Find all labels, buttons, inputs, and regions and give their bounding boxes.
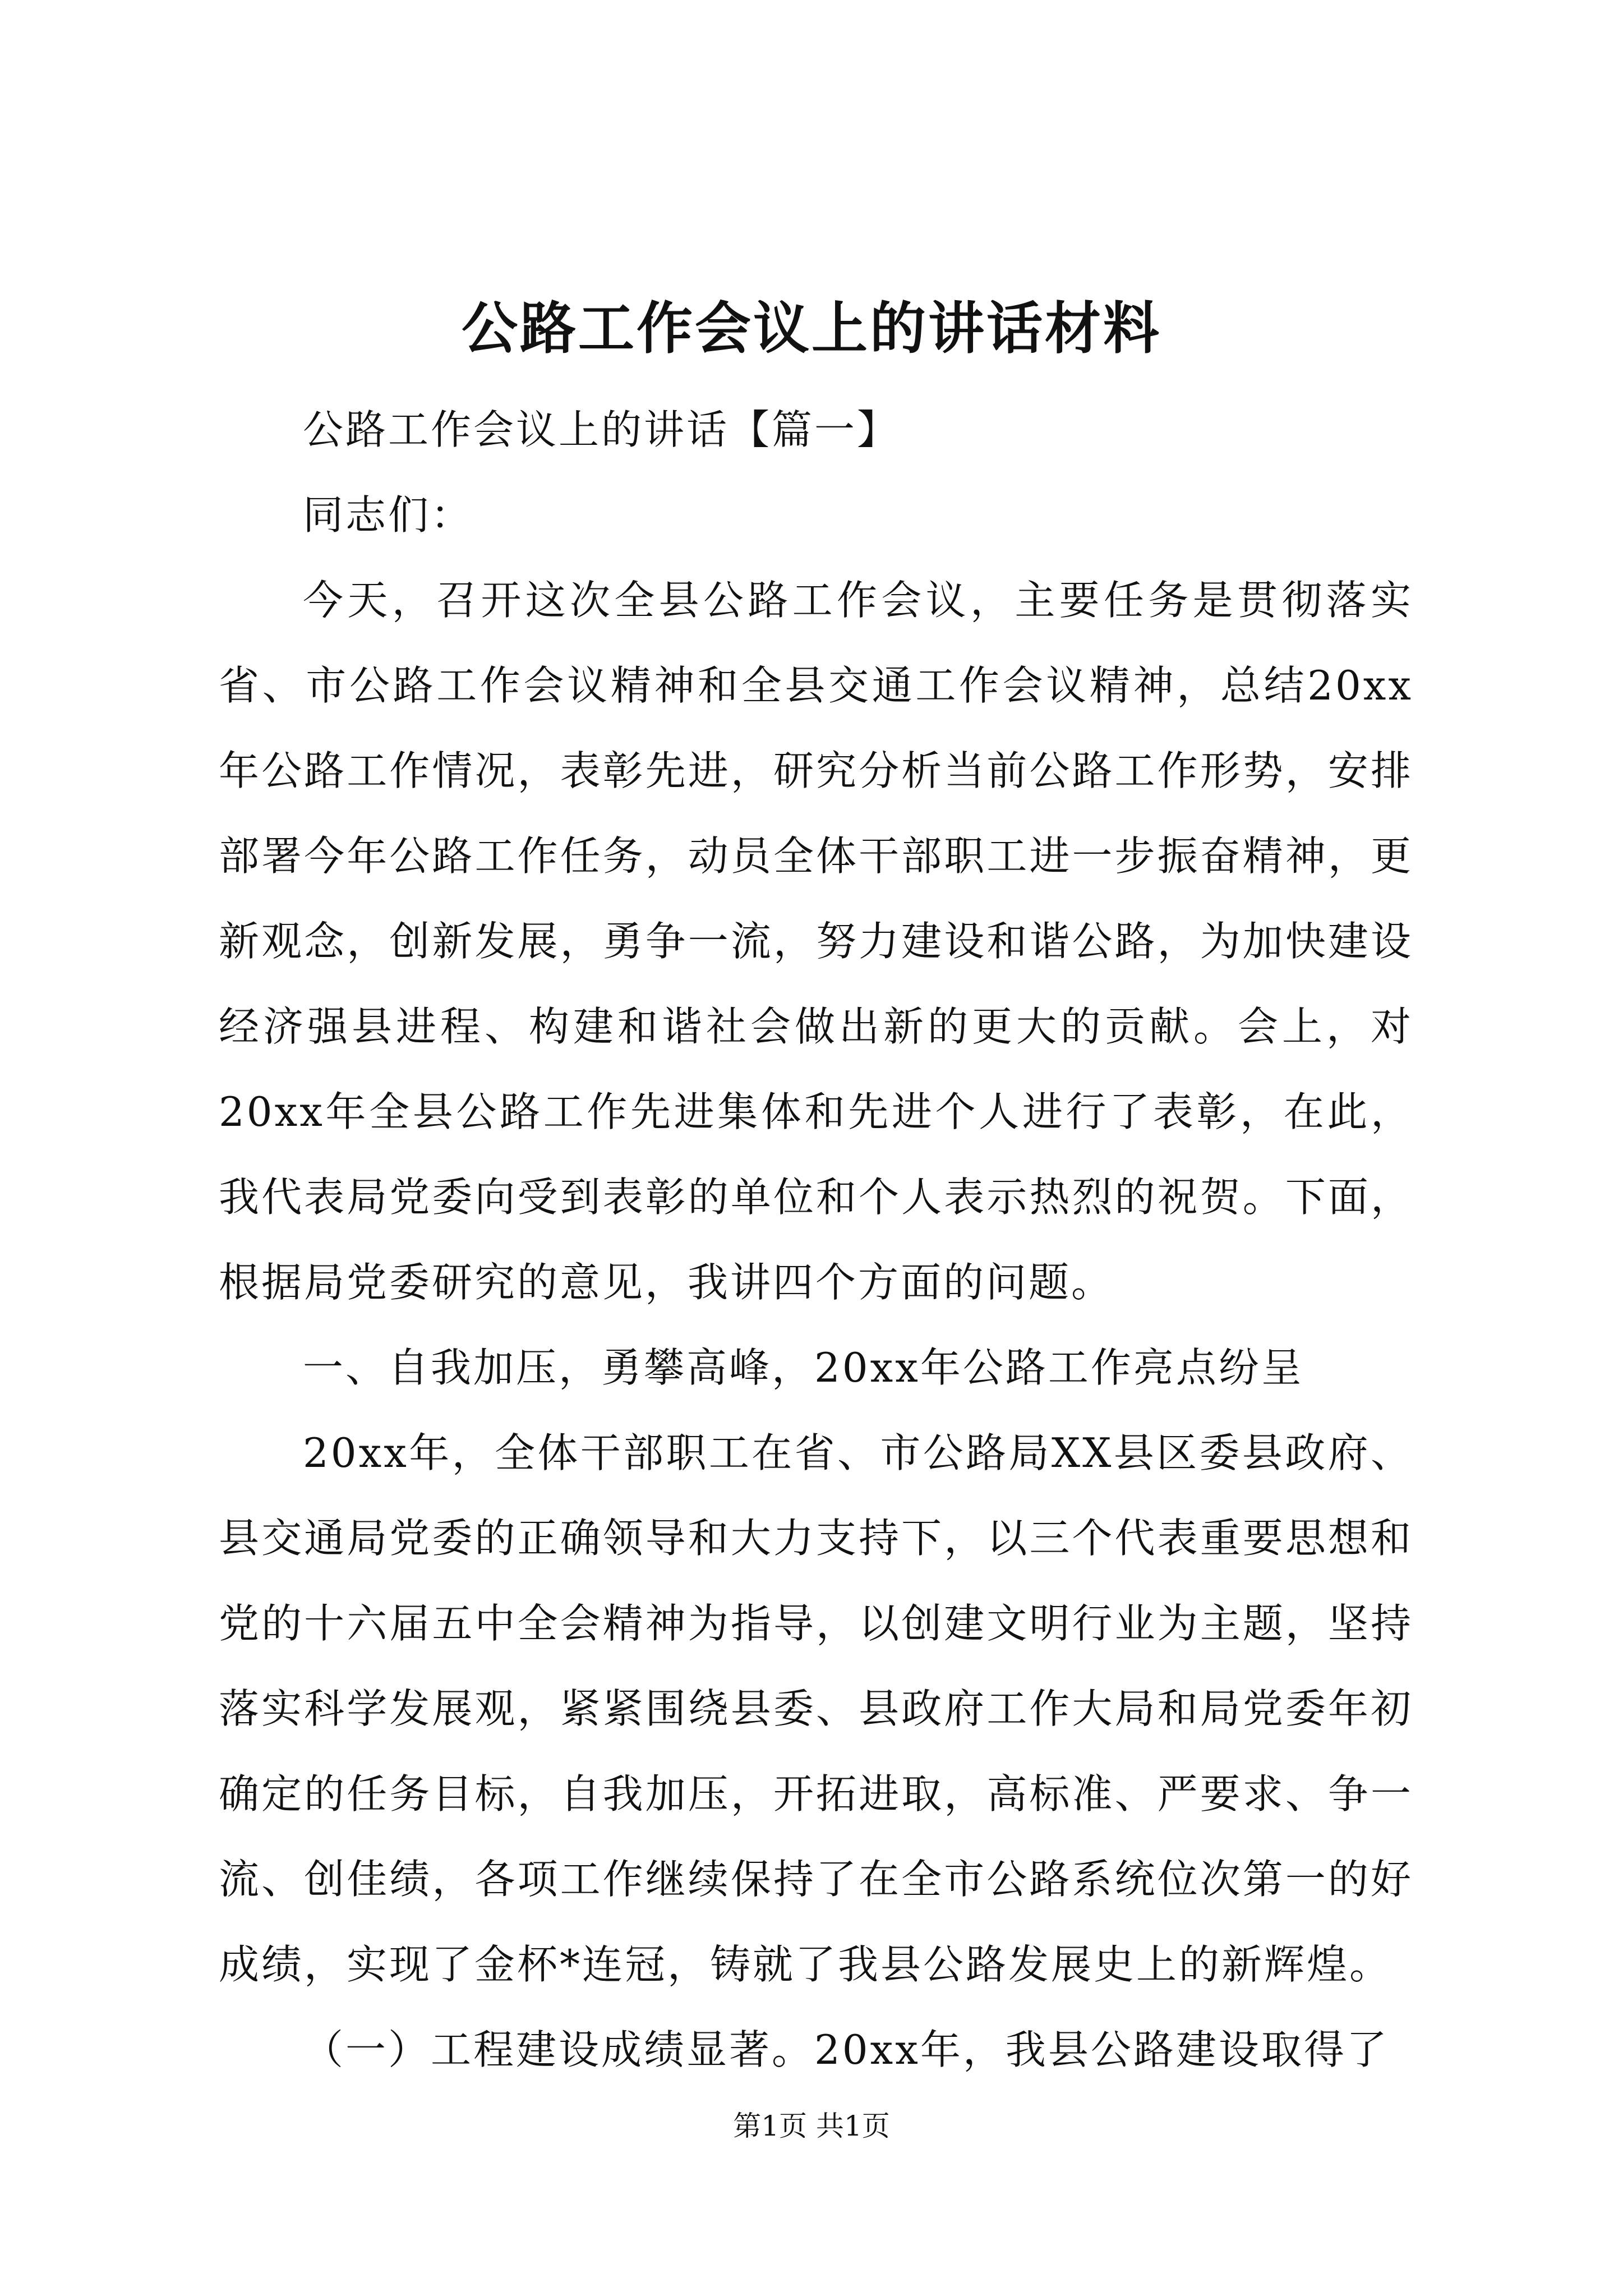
paragraph-subtitle: 公路工作会议上的讲话【篇一】 xyxy=(303,406,900,453)
paragraph-subsection-one: （一）工程建设成绩显著。20xx年，我县公路建设取得了 xyxy=(303,2026,1389,2073)
paragraph-summary: 20xx年，全体干部职工在省、市公路局XX县区委县政府、县交通局党委的正确领导和大力支持下，以三个代表重要思想和党的十六届五中全会精神为指导，以创建文明行业为主题，坚持落实科学发展观，紧紧围绕县委、县政府工作大局和局党委年初确定的任务目标，自我加压，开拓进取，高标准、严要求、争一流、创佳绩，各项工作继续保持了在全市公路系统位次第一的好成绩，实现了金杯*连冠，铸就了我县公路发展史上的新辉煌。 xyxy=(219,1429,1413,1988)
document-body xyxy=(219,387,1413,2092)
section-heading-one: 一、自我加压，勇攀高峰，20xx年公路工作亮点纷呈 xyxy=(303,1344,1304,1391)
paragraph-intro: 今天，召开这次全县公路工作会议，主要任务是贯彻落实省、市公路工作会议精神和全县交通工作会议精神，总结20xx年公路工作情况，表彰先进，研究分析当前公路工作形势，安排部署今年公路工作任务，动员全体干部职工进一步振奋精神，更新观念，创新发展，勇争一流，努力建设和谐公路，为加快建设经济强县进程、构建和谐社会做出新的更大的贡献。会上，对20xx年全县公路工作先进集体和先进个人进行了表彰，在此，我代表局党委向受到表彰的单位和个人表示热烈的祝贺。下面，根据局党委研究的意见，我讲四个方面的问题。 xyxy=(219,577,1413,1306)
document-title: 公路工作会议上的讲话材料 xyxy=(462,295,1161,361)
page-footer: 第1页 共1页 xyxy=(733,2110,890,2142)
paragraph-salutation: 同志们： xyxy=(303,491,474,539)
